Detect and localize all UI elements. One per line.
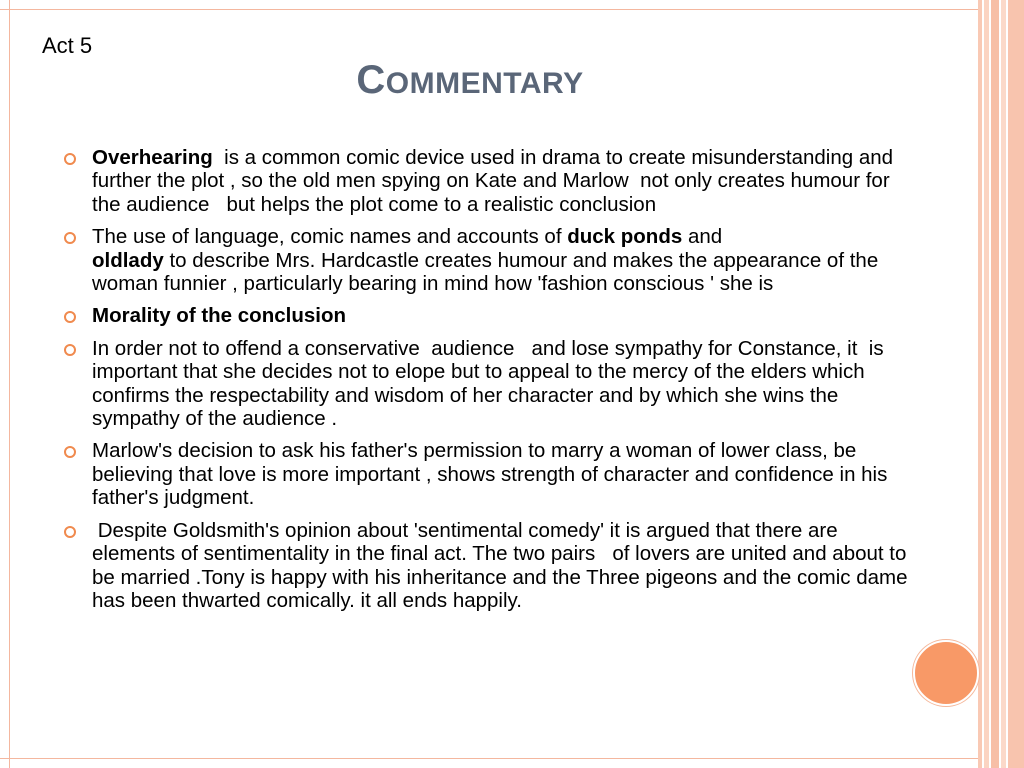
slide-border-top: [0, 0, 978, 10]
title-initial: C: [356, 58, 386, 102]
list-item: [64, 146, 909, 216]
item-text: Despite Goldsmith's opinion about 'sentimental comedy' it is argued that there are elements of sentimentality in the final act. The two pairs of lovers are united and about to be married .Tony is happy with his inheritance and the Three pigeons and the comic dame has been thwarted comically. it all ends happily.: [92, 518, 914, 612]
stripe: [991, 0, 999, 768]
slide-border-bottom: [0, 758, 978, 759]
bullet-circle-icon: [64, 311, 76, 323]
item-text: to describe Mrs. Hardcastle creates humour and makes the appearance of the woman funnier , particularly bearing in mind how 'fashion conscious ' she is: [92, 248, 879, 296]
bold-term: duck ponds: [567, 225, 683, 249]
stripe: [1001, 0, 1006, 768]
slide-border-left: [0, 0, 10, 768]
decorative-circle: [913, 640, 979, 706]
item-text: Marlow's decision to ask his father's permission to marry a woman of lower class, be believing that love is more important , shows strength of character and confidence in his father's judgment.: [92, 439, 888, 510]
decorative-stripes: [978, 0, 1024, 768]
slide-title: [0, 58, 940, 103]
list-item: [64, 304, 909, 327]
item-text: and: [682, 225, 728, 249]
bold-term: oldlady: [92, 248, 164, 272]
stripe: [978, 0, 982, 768]
act-label: Act 5: [42, 33, 93, 58]
bold-term: Overhearing: [92, 146, 213, 169]
item-text: The use of language, comic names and accounts of: [92, 225, 568, 249]
stripe: [984, 0, 989, 768]
bullet-list: [64, 146, 914, 621]
bold-heading: Morality of the conclusion: [92, 304, 346, 328]
list-item: [64, 439, 909, 509]
title-rest: OMMENTARY: [385, 67, 584, 100]
bullet-circle-icon: [64, 446, 76, 458]
item-text: In order not to offend a conservative audience and lose sympathy for Constance, it is important that she decides not to elope but to appeal to the mercy of the elders which confirms the respectability and wisdom of her character and by which she wins the sympathy of the audience .: [92, 336, 890, 431]
bullet-circle-icon: [64, 153, 76, 165]
list-item: [64, 518, 914, 613]
list-item: [64, 225, 909, 295]
list-item: [64, 337, 909, 431]
item-text: is a common comic device used in drama to create misunderstanding and further the plot , so the old men spying on Kate and Marlow not only creates humour for the audience but helps the plot come to a realistic conclusion: [92, 146, 899, 216]
bullet-circle-icon: [64, 232, 76, 244]
bullet-circle-icon: [64, 526, 76, 538]
stripe: [1008, 0, 1024, 768]
bullet-circle-icon: [64, 344, 76, 356]
